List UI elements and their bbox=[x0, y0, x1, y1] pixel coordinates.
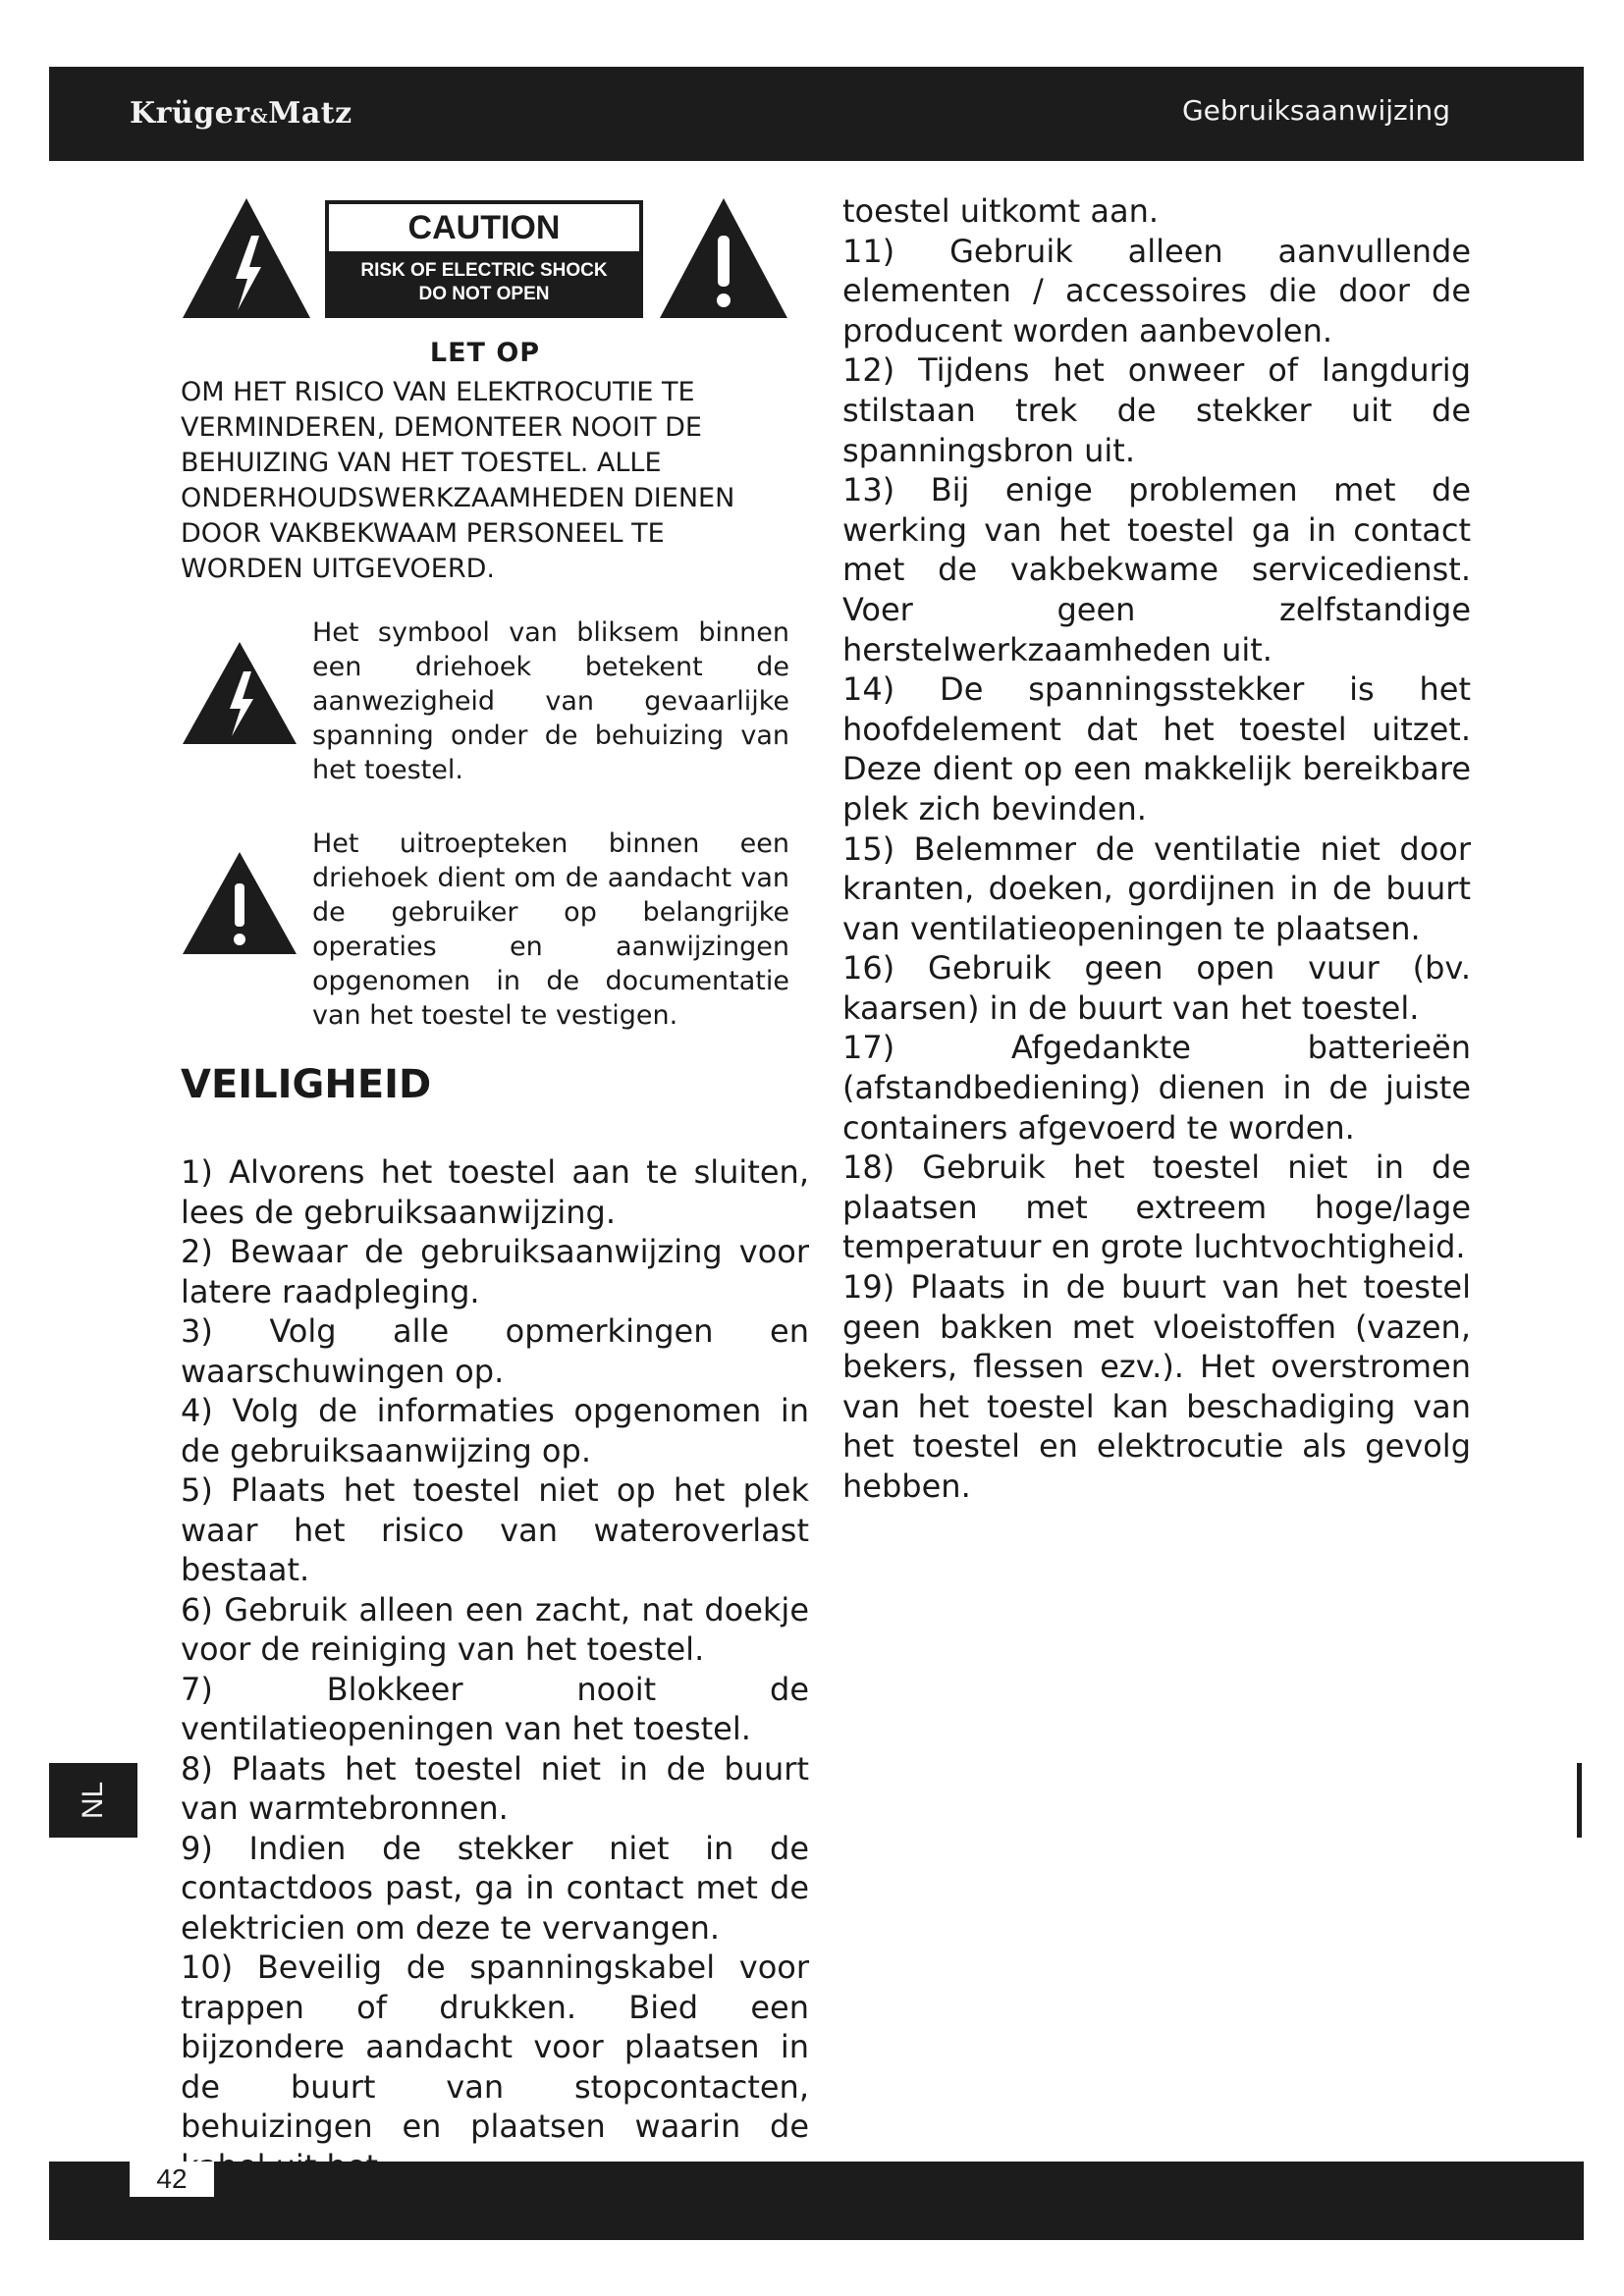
exclamation-symbol-text: Het uitroepteken binnen een driehoek dient om de aandacht van de gebruiker op belangrijke operaties en aanwijzingen opgenomen in de documentatie van het toestel te vestigen. bbox=[312, 828, 789, 1031]
header-bar bbox=[49, 67, 1584, 161]
document-title: Gebruiksaanwijzing bbox=[1181, 94, 1450, 127]
let-op-heading: LET OP bbox=[429, 338, 541, 368]
list-item: 5) Plaats het toestel niet op het plek waar het risico van wateroverlast bestaat. bbox=[181, 1471, 809, 1588]
list-item: 11) Gebruik alleen aanvullende elementen / accessoires die door de producent worden aanbevolen. bbox=[842, 232, 1471, 349]
exclamation-triangle-icon bbox=[181, 850, 298, 956]
list-item: 4) Volg de informaties opgenomen in de gebruiksaanwijzing op. bbox=[181, 1392, 809, 1469]
section-title: VEILIGHEID bbox=[181, 1062, 432, 1107]
list-item: 18) Gebruik het toestel niet in de plaatsen met extreem hoge/lage temperatuur en grote luchtvochtigheid. bbox=[842, 1148, 1471, 1266]
list-item: 12) Tijdens het onweer of langdurig stilstaan trek de stekker uit de spanningsbron uit. bbox=[842, 351, 1471, 469]
safety-list-left bbox=[181, 1152, 809, 2186]
let-op-warning-text: OM HET RISICO VAN ELEKTROCUTIE TE VERMINDEREN, DEMONTEER NOOIT DE BEHUIZING VAN HET TOESTEL. ALLE ONDERHOUDSWERKZAAMHEDEN DIENEN DOOR VAKBEKWAAM PERSONEEL TE WORDEN UITGEVOERD. bbox=[181, 377, 735, 584]
lightning-triangle-icon bbox=[181, 640, 298, 746]
caution-title: CAUTION bbox=[329, 204, 639, 251]
page-edge-marker bbox=[1577, 1763, 1582, 1838]
list-item: 15) Belemmer de ventilatie niet door kranten, doeken, gordijnen in de buurt van ventilatieopeningen te plaatsen. bbox=[842, 829, 1471, 947]
list-item: 10) Beveilig de spanningskabel voor trappen of drukken. Bied een bijzondere aandacht voor plaatsen in de buurt van stopcontacten, behuizingen en plaatsen waarin de bbox=[181, 1949, 809, 2145]
list-item: 14) De spanningsstekker is het hoofdelement dat het toestel uitzet. Deze dient op een makkelijk bereikbare plek zich bevinden. bbox=[842, 670, 1471, 828]
list-item: 6) Gebruik alleen een zacht, nat doekje voor de reiniging van het toestel. bbox=[181, 1590, 809, 1668]
exclamation-warning-icon bbox=[658, 196, 789, 320]
list-item: toestel uitkomt aan. bbox=[842, 192, 1160, 230]
list-item: 9) Indien de stekker niet in de contactdoos past, ga in contact met de elektricien om deze te vervangen. bbox=[181, 1829, 809, 1947]
brand-logo: Krüger&Matz bbox=[130, 96, 352, 131]
caution-label bbox=[325, 200, 643, 318]
lightning-symbol-text: Het symbool van bliksem binnen een driehoek betekent de aanwezigheid van gevaarlijke spanning onder de behuizing van het toestel. bbox=[312, 617, 789, 785]
list-item: 17) Afgedankte batterieën (afstandbediening) dienen in de juiste containers afgevoerd te worden. bbox=[842, 1029, 1471, 1147]
list-item: 2) Bewaar de gebruiksaanwijzing voor latere raadpleging. bbox=[181, 1233, 809, 1310]
list-item: 8) Plaats het toestel niet in de buurt van warmtebronnen. bbox=[181, 1749, 809, 1827]
language-label: NL bbox=[77, 1781, 109, 1820]
caution-subtitle: RISK OF ELECTRIC SHOCK DO NOT OPEN bbox=[360, 260, 608, 304]
footer-bar bbox=[49, 2162, 1584, 2240]
lightning-warning-icon bbox=[181, 196, 312, 320]
list-item: 7) Blokkeer nooit de ventilatieopeningen van het toestel. bbox=[181, 1670, 809, 1747]
safety-list-right bbox=[842, 191, 1471, 1507]
list-item: 13) Bij enige problemen met de werking van het toestel ga in contact met de vakbekwame servicedienst. Voer geen zelfstandige herstelwerkzaamheden uit. bbox=[842, 471, 1471, 668]
caution-banner bbox=[181, 196, 789, 322]
page-number: 42 bbox=[130, 2162, 214, 2197]
list-item: 19) Plaats in de buurt van het toestel geen bakken met vloeistoffen (vazen, bekers, flessen ezv.). Het overstromen van het toestel kan beschadiging van het toestel en elektrocutie als gevolg hebben. bbox=[842, 1268, 1471, 1505]
list-item: 1) Alvorens het toestel aan te sluiten, lees de gebruiksaanwijzing. bbox=[181, 1153, 809, 1231]
language-tab bbox=[49, 1763, 137, 1838]
list-item: 3) Volg alle opmerkingen en waarschuwingen op. bbox=[181, 1312, 809, 1390]
list-item: 16) Gebruik geen open vuur (bv. kaarsen) in de buurt van het toestel. bbox=[842, 949, 1471, 1027]
